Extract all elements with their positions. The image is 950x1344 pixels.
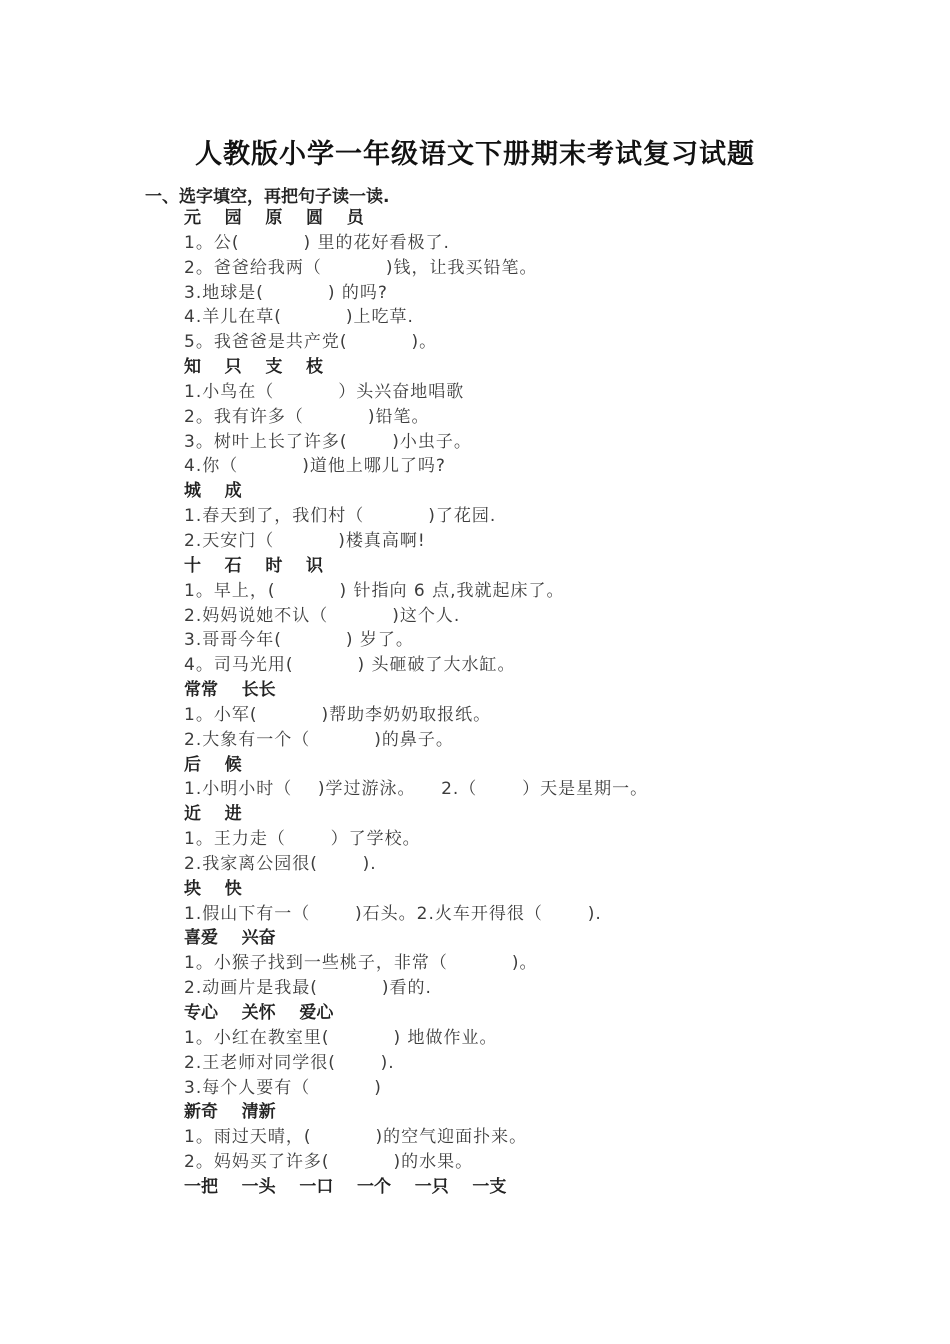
word-choice-line: 知 只 支 枝 — [184, 357, 324, 378]
word-choice-line: 常常 长长 — [184, 680, 276, 701]
question-line: 1。小猴子找到一些桃子，非常（ )。 — [184, 953, 538, 974]
section-heading: 一、选字填空，再把句子读一读. — [145, 187, 390, 207]
word-choice-line: 新奇 清新 — [184, 1102, 276, 1123]
question-line: 2.我家离公园很( ). — [184, 853, 377, 874]
question-line: 2.动画片是我最( )看的. — [184, 978, 432, 999]
word-choice-line: 块 快 — [184, 878, 242, 899]
word-choice-line: 近 进 — [184, 804, 242, 825]
question-line: 3.地球是( ) 的吗? — [184, 282, 388, 303]
question-line: 3。树叶上长了许多( )小虫子。 — [184, 431, 472, 452]
word-choice-line: 专心 关怀 爱心 — [184, 1003, 334, 1023]
question-line: 2.王老师对同学很( ). — [184, 1052, 395, 1073]
question-line: 1.春天到了，我们村（ )了花园. — [184, 506, 497, 527]
word-choice-line: 十 石 时 识 — [184, 555, 324, 576]
question-line: 1。雨过天晴，( )的空气迎面扑来。 — [184, 1127, 528, 1148]
question-line: 4.你（ )道他上哪儿了吗? — [184, 456, 446, 477]
word-choice-line: 城 成 — [184, 481, 242, 502]
word-choice-line: 后 候 — [184, 754, 242, 775]
question-line: 2.大象有一个（ )的鼻子。 — [184, 729, 454, 750]
question-line: 1。王力走（ ）了学校。 — [184, 829, 421, 850]
question-line: 2。妈妈买了许多( )的水果。 — [184, 1152, 474, 1173]
question-line: 1。小红在教室里( ) 地做作业。 — [184, 1027, 498, 1048]
question-line: 1.小明小时（ )学过游泳。 2.（ ）天是星期一。 — [184, 779, 649, 800]
document-title: 人教版小学一年级语文下册期末考试复习试题 — [195, 139, 755, 170]
question-line: 5。我爸爸是共产党( )。 — [184, 332, 438, 353]
question-line: 2.妈妈说她不认（ )这个人. — [184, 605, 461, 626]
question-line: 1.假山下有一（ )石头。2.火车开得很（ ). — [184, 903, 602, 924]
word-choice-line: 一把 一头 一口 一个 一只 一支 — [184, 1176, 507, 1197]
question-line: 1。公( ) 里的花好看极了. — [184, 232, 450, 253]
question-line: 1。小军( )帮助李奶奶取报纸。 — [184, 704, 492, 725]
question-line: 1。早上，( ) 针指向 6 点,我就起床了。 — [184, 580, 565, 601]
question-line: 2.天安门（ )楼真高啊! — [184, 530, 426, 551]
question-line: 2。我有许多（ )铅笔。 — [184, 406, 430, 427]
word-choice-line: 元 园 原 圆 员 — [184, 208, 364, 228]
exercise-lines — [184, 206, 904, 1200]
question-line: 1.小鸟在（ ）头兴奋地唱歌 — [184, 381, 465, 402]
question-line: 3.哥哥今年( ) 岁了。 — [184, 630, 414, 651]
word-choice-line: 喜爱 兴奋 — [184, 928, 276, 949]
question-line: 2。爸爸给我两（ )钱，让我买铅笔。 — [184, 257, 538, 278]
question-line: 4。司马光用( ) 头砸破了大水缸。 — [184, 655, 516, 676]
question-line: 3.每个人要有（ ) — [184, 1077, 382, 1098]
question-line: 4.羊儿在草( )上吃草. — [184, 307, 414, 328]
